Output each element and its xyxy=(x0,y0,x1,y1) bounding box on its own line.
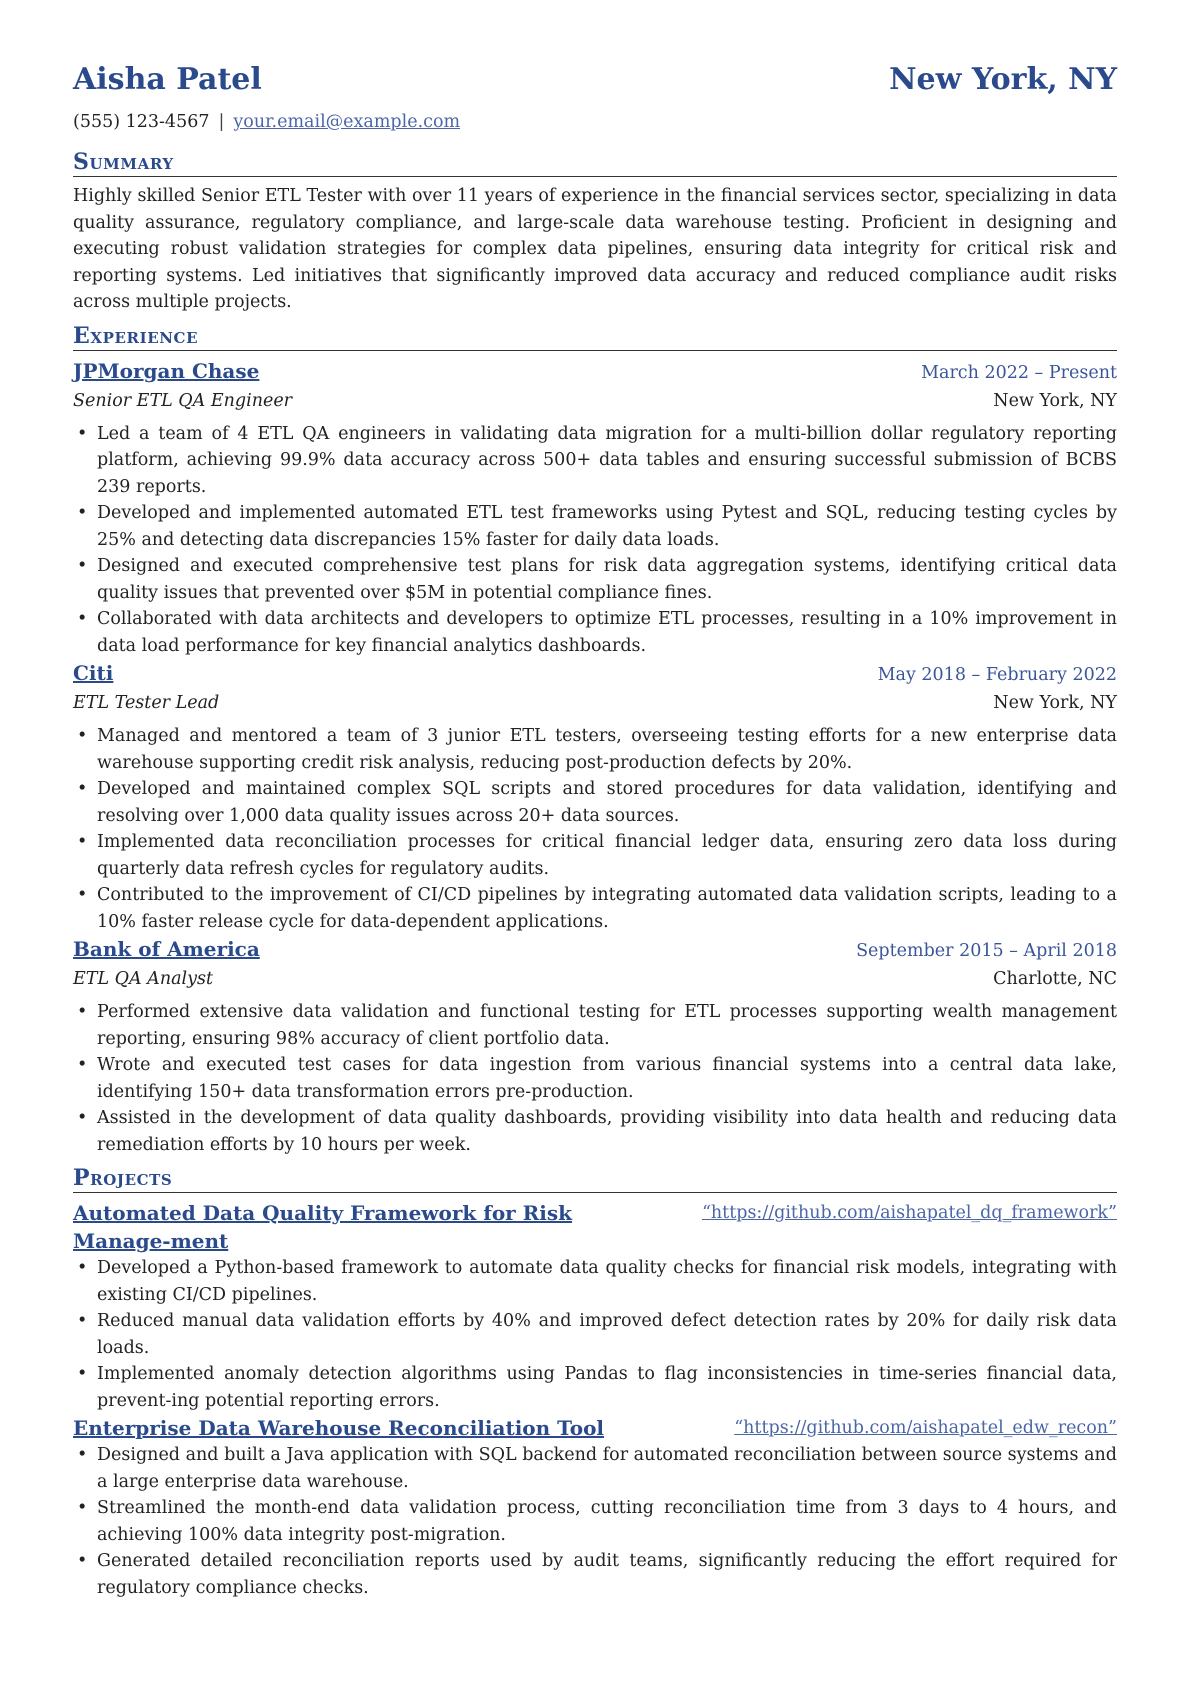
job-location: Charlotte, NC xyxy=(993,969,1117,989)
project-bullet: • Reduced manual data validation efforts by 40% and improved defect detection rates by 20% for daily risk data loads. xyxy=(73,1308,1117,1361)
project-bullet: • Implemented anomaly detection algorithms using Pandas to flag inconsistencies in time-series financial data, prevent-ing potential reporting errors. xyxy=(73,1361,1117,1414)
project-bullet: • Generated detailed reconciliation reports used by audit teams, significantly reducing the effort required for regulatory compliance checks. xyxy=(73,1548,1117,1601)
project-title-link[interactable]: Automated Data Quality Framework for Risk Manage-ment xyxy=(73,1201,572,1253)
project-repo-link[interactable]: “https://github.com/aishapatel_edw_recon” xyxy=(734,1418,1117,1438)
project-bullet: • Developed a Python-based framework to automate data quality checks for financial risk models, integrating with existing CI/CD pipelines. xyxy=(73,1255,1117,1308)
project-bullet: • Designed and built a Java application with SQL backend for automated reconciliation between source systems and a large enterprise data warehouse. xyxy=(73,1442,1117,1495)
phone-number: (555) 123-4567 xyxy=(73,112,210,132)
job-role: ETL QA Analyst xyxy=(73,969,214,989)
contact-line xyxy=(73,112,1117,142)
summary-text: Highly skilled Senior ETL Tester with over 11 years of experience in the financial services sector, specializing in data quality assurance, regulatory compliance, and large-scale data warehouse testing. Proficient in designing and executing robust validation strategies for complex data pipelines, ensuring data integrity for critical risk and reporting systems. Led initiatives that significantly improved data accuracy and reduced compliance audit risks across multiple projects. xyxy=(73,186,1117,312)
email-link[interactable]: your.email@example.com xyxy=(233,112,461,132)
job-dates: September 2015 – April 2018 xyxy=(856,941,1117,961)
experience-heading: Experience xyxy=(73,322,1117,351)
job-bullet: • Developed and maintained complex SQL scripts and stored procedures for data validation, identifying and resolving over 1,000 data quality issues across 20+ data sources. xyxy=(73,776,1117,829)
company-name-link[interactable]: Citi xyxy=(73,661,114,685)
job-dates: March 2022 – Present xyxy=(921,362,1117,383)
job-role: Senior ETL QA Engineer xyxy=(73,390,293,411)
job-bullet: • Implemented data reconciliation processes for critical financial ledger data, ensuring zero data loss during quarterly data refresh cycles for regulatory audits. xyxy=(73,829,1117,882)
job-role: ETL Tester Lead xyxy=(73,693,220,713)
project-repo-link[interactable]: “https://github.com/aishapatel_dq_framework” xyxy=(701,1203,1117,1223)
job-bullet: • Designed and executed comprehensive test plans for risk data aggregation systems, identifying critical data quality issues that prevented over $5M in potential compliance fines. xyxy=(73,553,1117,606)
company-name-link[interactable]: Bank of America xyxy=(73,937,260,961)
job-bullet: • Wrote and executed test cases for data ingestion from various financial systems into a central data lake, identifying 150+ data transformation errors pre-production. xyxy=(73,1052,1117,1105)
candidate-location: New York, NY xyxy=(889,62,1117,97)
candidate-name: Aisha Patel xyxy=(73,62,262,97)
job-bullet: • Led a team of 4 ETL QA engineers in validating data migration for a multi-billion dollar regulatory reporting platform, achieving 99.9% data accuracy across 500+ data tables and ensuring successful submission of BCBS 239 reports. xyxy=(73,421,1117,501)
project-entry xyxy=(73,1199,1117,1414)
project-bullet: • Streamlined the month-end data validation process, cutting reconciliation time from 3 days to 4 hours, and achieving 100% data integrity post-migration. xyxy=(73,1495,1117,1548)
job-dates: May 2018 – February 2022 xyxy=(877,665,1117,685)
job-bullet: • Performed extensive data validation and functional testing for ETL processes supporting wealth management reporting, ensuring 98% accuracy of client portfolio data. xyxy=(73,999,1117,1052)
project-title-link[interactable]: Enterprise Data Warehouse Reconciliation Tool xyxy=(73,1416,605,1440)
job-bullet: • Collaborated with data architects and developers to optimize ETL processes, resulting in a 10% improvement in data load performance for key financial analytics dashboards. xyxy=(73,606,1117,659)
job-bullet: • Contributed to the improvement of CI/CD pipelines by integrating automated data validation scripts, leading to a 10% faster release cycle for data-dependent applications. xyxy=(73,882,1117,935)
job-location: New York, NY xyxy=(993,693,1117,713)
projects-heading: Projects xyxy=(73,1164,1117,1193)
resume-header xyxy=(73,62,1117,110)
company-name-link[interactable]: JPMorgan Chase xyxy=(73,358,260,383)
job-location: New York, NY xyxy=(993,390,1117,411)
contact-separator: | xyxy=(218,112,225,132)
job-bullet: • Developed and implemented automated ETL test frameworks using Pytest and SQL, reducing testing cycles by 25% and detecting data discrepancies 15% faster for daily data loads. xyxy=(73,500,1117,553)
job-entry xyxy=(73,935,1117,1158)
summary-heading: Summary xyxy=(73,148,1117,177)
job-entry xyxy=(73,659,1117,935)
job-bullet: • Managed and mentored a team of 3 junior ETL testers, overseeing testing efforts for a new enterprise data warehouse supporting credit risk analysis, reducing post-production defects by 20%. xyxy=(73,723,1117,776)
job-entry xyxy=(73,357,1117,660)
project-entry xyxy=(73,1414,1117,1601)
job-bullet: • Assisted in the development of data quality dashboards, providing visibility into data health and reducing data remediation efforts by 10 hours per week. xyxy=(73,1105,1117,1158)
